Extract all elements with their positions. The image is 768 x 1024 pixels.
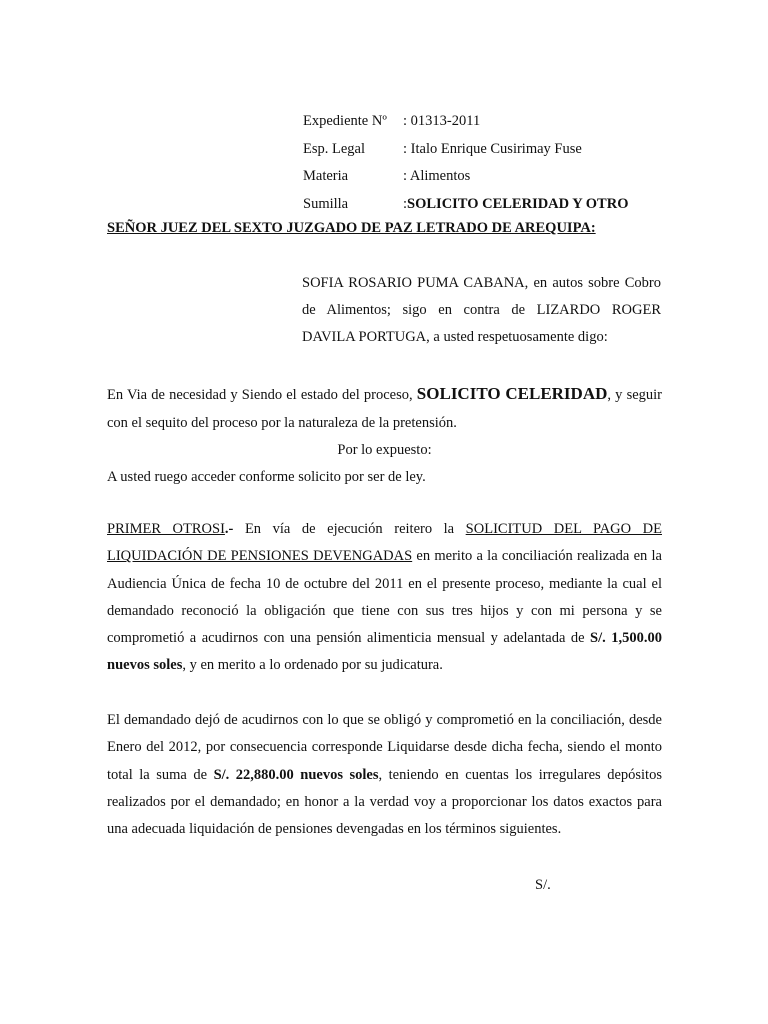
petitioner-name: SOFIA ROSARIO PUMA CABANA bbox=[302, 275, 525, 291]
demandado-text-1: El demandado dejó de acudirnos con lo que se obligó y comprometió en la conciliación, desde Enero del 2012, por consecuencia corresponde Liquidarse desde dicha fecha, siendo el monto total la suma de bbox=[107, 712, 662, 783]
otrosi-text-3: , y en merito a lo ordenado por su judicatura. bbox=[182, 657, 443, 674]
sumilla-value: SOLICITO CELERIDAD Y OTRO bbox=[407, 195, 629, 212]
demandado-paragraph bbox=[107, 707, 662, 843]
sumilla-row bbox=[303, 191, 628, 219]
esp-legal-label: Esp. Legal bbox=[303, 140, 366, 157]
esp-legal-row bbox=[303, 136, 628, 164]
otrosi-text-1: En vía de ejecución reitero la bbox=[233, 521, 466, 537]
request-text-post: , y seguir con el sequito del proceso por la naturaleza de la pretensión. bbox=[107, 387, 662, 431]
sumilla-label: Sumilla bbox=[303, 195, 349, 212]
ruego-line: A usted ruego acceder conforme solicito por ser de ley. bbox=[107, 469, 426, 485]
total-amount: S/. 22,880.00 nuevos soles bbox=[213, 766, 379, 783]
primer-otrosi-paragraph bbox=[107, 516, 662, 680]
otrosi-text-2: en merito a la conciliación realizada en la Audiencia Única de fecha 10 de octubre del 2011 en el presente proceso, mediante la cual el demandado reconoció la obligación que tiene con sus tres hijos y con mi persona y se comprometió a acudirnos con una pensión alimenticia mensual y adelantada de bbox=[107, 548, 662, 647]
request-emphasis: SOLICITO CELERIDAD bbox=[416, 384, 608, 403]
otrosi-amount: S/. 1,500.00 nuevos soles bbox=[107, 630, 662, 674]
request-text-pre: En Via de necesidad y Siendo el estado del proceso, bbox=[107, 387, 417, 403]
request-paragraph bbox=[107, 380, 662, 437]
otrosi-label-suffix: .- bbox=[224, 521, 234, 537]
esp-legal-value: : Italo Enrique Cusirimay Fuse bbox=[403, 140, 582, 157]
materia-label: Materia bbox=[303, 168, 349, 184]
por-lo-expuesto: Por lo expuesto: bbox=[337, 442, 432, 458]
intro-paragraph bbox=[302, 270, 661, 351]
expediente-label: Expediente Nº bbox=[303, 113, 387, 129]
expediente-value: : 01313-2011 bbox=[403, 113, 481, 129]
otrosi-underlined-request: SOLICITUD DEL PAGO DE LIQUIDACIÓN DE PENSIONES DEVENGADAS bbox=[107, 521, 662, 565]
materia-value: : Alimentos bbox=[403, 168, 471, 184]
demandado-text-2: , teniendo en cuentas los irregulares depósitos realizados por el demandado; en honor a la verdad voy a proporcionar los datos exactos para una adecuada liquidación de pensiones devengadas en los términos siguientes. bbox=[107, 766, 662, 838]
otrosi-label: PRIMER OTROSI bbox=[107, 521, 225, 537]
materia-row bbox=[303, 163, 628, 191]
currency-footer: S/. bbox=[535, 877, 551, 893]
case-header bbox=[303, 108, 628, 218]
intro-text: , en autos sobre Cobro de Alimentos; sigo en contra de LIZARDO ROGER DAVILA PORTUGA, a usted respetuosamente digo: bbox=[302, 275, 661, 345]
addressee-heading: SEÑOR JUEZ DEL SEXTO JUZGADO DE PAZ LETRADO DE AREQUIPA: bbox=[107, 220, 596, 236]
expediente-row bbox=[303, 108, 628, 136]
sumilla-separator: : bbox=[403, 195, 408, 212]
